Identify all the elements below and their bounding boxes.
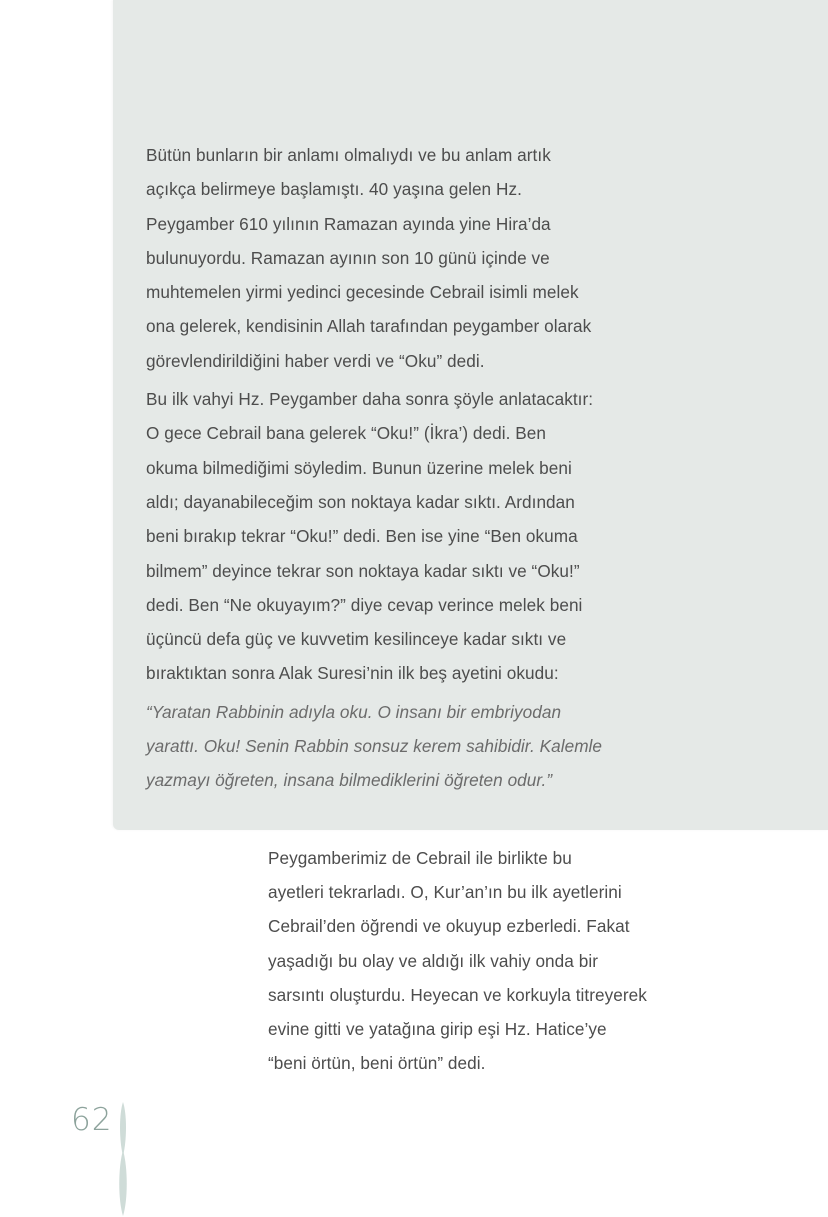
text-line: bulunuyordu. Ramazan ayının son 10 günü içinde ve [146,247,550,268]
text-line: beni bırakıp tekrar “Oku!” dedi. Ben ise yine “Ben okuma [146,526,578,547]
text-line: yaşadığı bu olay ve aldığı ilk vahiy onda bir [268,950,598,971]
text-line: bıraktıktan sonra Alak Suresi’nin ilk beş ayetini okudu: [146,663,559,684]
text-line: ayetleri tekrarladı. O, Kur’an’ın bu ilk ayetlerini [268,882,622,903]
text-line: görevlendirildiğini haber verdi ve “Oku” dedi. [146,350,485,371]
quote-line: yazmayı öğreten, insana bilmediklerini öğreten odur.” [146,770,553,791]
quran-quote [146,695,666,798]
body-text [268,841,728,1084]
text-line: okuma bilmediğimi söyledim. Bunun üzerine melek beni [146,457,572,478]
text-line: “beni örtün, beni örtün” dedi. [268,1053,486,1074]
text-line: bilmem” deyince tekrar son noktaya kadar sıktı ve “Oku!” [146,560,580,581]
text-line: Bütün bunların bir anlamı olmalıydı ve bu anlam artık [146,145,551,165]
text-line: aldı; dayanabileceğim son noktaya kadar sıktı. Ardından [146,491,575,512]
box-paragraph-2 [146,382,666,691]
highlighted-text-box [113,0,828,830]
box-paragraph-1 [146,138,666,378]
text-line: evine gitti ve yatağına girip eşi Hz. Hatice’ye [268,1019,607,1040]
text-line: muhtemelen yirmi yedinci gecesinde Cebrail isimli melek [146,282,579,303]
quote-line: yarattı. Oku! Senin Rabbin sonsuz kerem sahibidir. Kalemle [146,736,603,757]
text-line: O gece Cebrail bana gelerek “Oku!” (İkra’) dedi. Ben [146,423,547,444]
page-number: 62 [71,1102,113,1138]
box-content [146,138,666,802]
text-line: sarsıntı oluşturdu. Heyecan ve korkuyla titreyerek [268,984,647,1005]
body-paragraph-1 [268,841,728,1080]
leaf-ornament-icon [114,1100,132,1217]
text-line: Peygamberimiz de Cebrail ile birlikte bu [268,848,572,868]
text-line: Cebrail’den öğrendi ve okuyup ezberledi. Fakat [268,916,630,937]
text-line: dedi. Ben “Ne okuyayım?” diye cevap verince melek beni [146,594,583,615]
text-line: Peygamber 610 yılının Ramazan ayında yine Hira’da [146,213,551,234]
text-line: açıkça belirmeye başlamıştı. 40 yaşına gelen Hz. [146,179,522,200]
text-line: üçüncü defa güç ve kuvvetim kesilinceye kadar sıktı ve [146,629,567,650]
text-line: ona gelerek, kendisinin Allah tarafından peygamber olarak [146,316,592,337]
text-line: Bu ilk vahyi Hz. Peygamber daha sonra şöyle anlatacaktır: [146,389,594,410]
quote-line: “Yaratan Rabbinin adıyla oku. O insanı bir embriyodan [146,701,562,722]
